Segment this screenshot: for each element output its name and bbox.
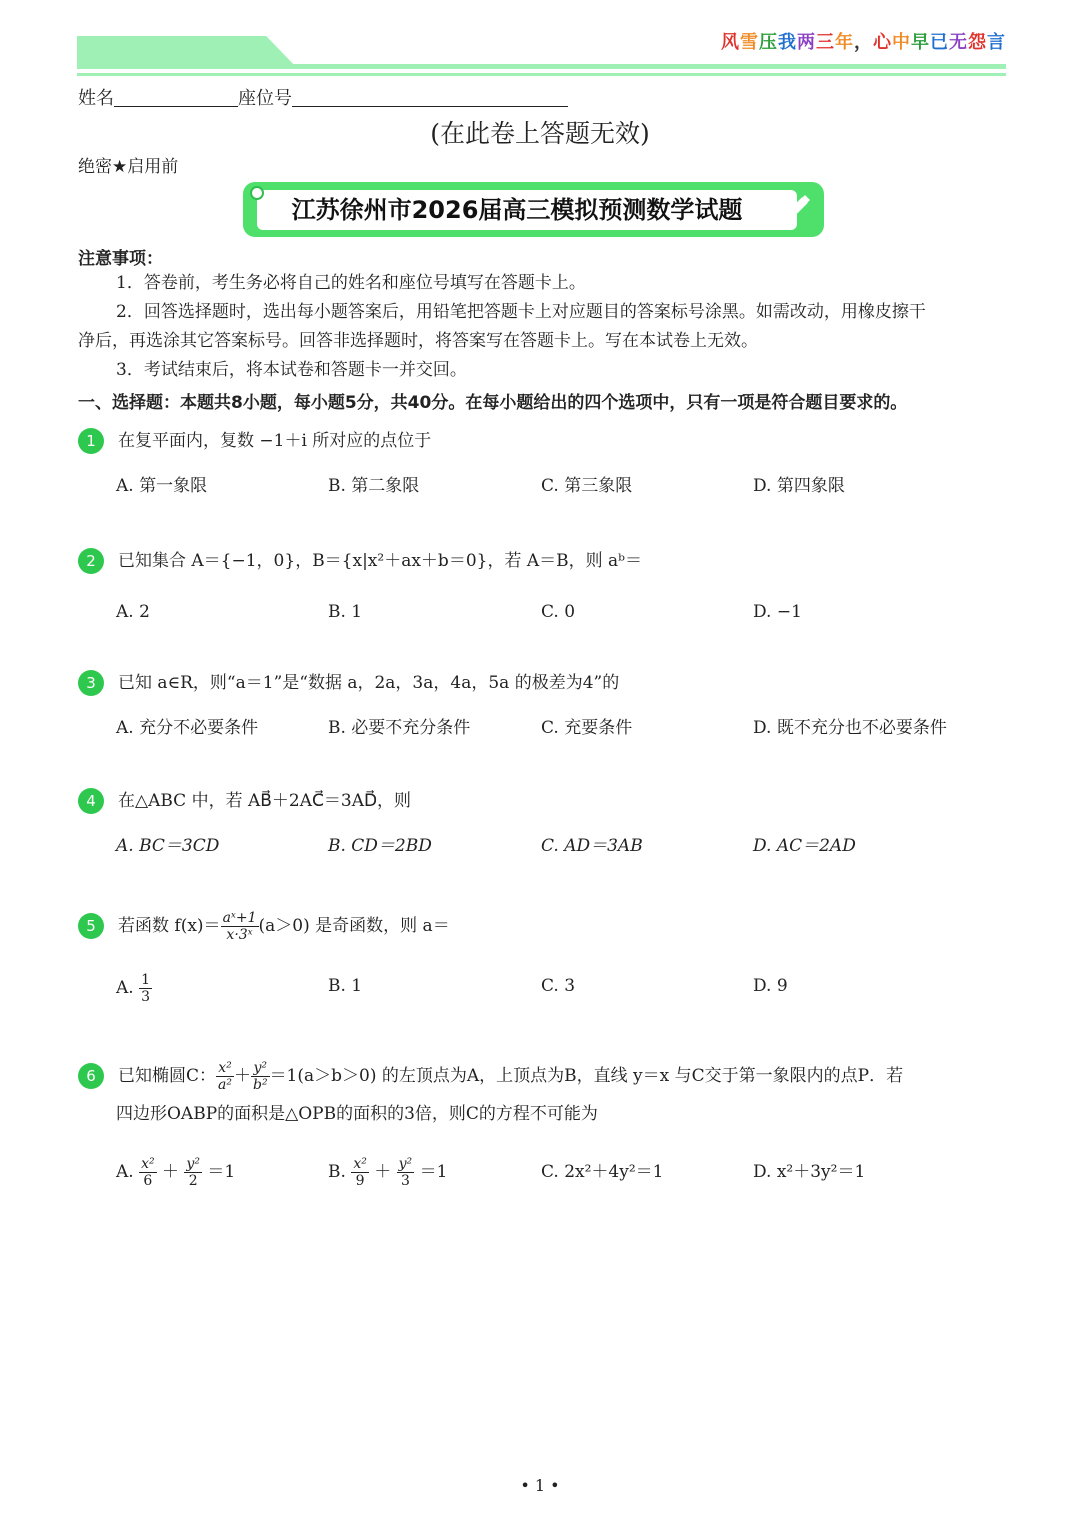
option-a: A. 第一象限 xyxy=(116,476,208,496)
option-d: D. 既不充分也不必要条件 xyxy=(753,718,947,738)
option-c: C. AD＝3AB xyxy=(541,836,643,856)
name-label: 姓名 xyxy=(78,88,114,109)
option-d: D. AC＝2AD xyxy=(753,836,856,856)
option-c: C. 2x²＋4y²＝1 xyxy=(541,1162,664,1182)
slogan-char: 两 xyxy=(797,32,816,53)
option-c: C. 充要条件 xyxy=(541,718,633,738)
plus-sign: ＋ xyxy=(162,1162,180,1182)
seat-blank xyxy=(292,86,568,107)
slogan-char: 压 xyxy=(759,32,778,53)
question-stem xyxy=(118,1054,903,1098)
fraction xyxy=(216,1060,234,1093)
seat-label: 座位号 xyxy=(238,88,292,109)
page-number: • 1 • xyxy=(520,1476,560,1495)
question-stem: 已知 a∈R，则“a＝1”是“数据 a，2a，3a，4a，5a 的极差为4”的 xyxy=(118,673,620,693)
question-number-badge: 6 xyxy=(78,1063,104,1089)
notes-heading: 注意事项： xyxy=(78,249,163,269)
option-a: A. 2 xyxy=(116,602,150,622)
slogan-char: 早 xyxy=(911,32,930,53)
question-number-badge: 2 xyxy=(78,548,104,574)
note-item: 2．回答选择题时，选出每小题答案后，用铅笔把答题卡上对应题目的答案标号涂黑。如需改动，用橡皮擦干 xyxy=(116,302,926,322)
option-c: C. 第三象限 xyxy=(541,476,633,496)
option-a: A. BC＝3CD xyxy=(116,836,220,856)
question-stem: 在△ABC 中，若 AB⃗＋2AC⃗＝3AD⃗，则 xyxy=(118,791,412,811)
stem-text: (a＞0) 是奇函数，则 a＝ xyxy=(258,916,450,936)
note-item: 1．答卷前，考生务必将自己的姓名和座位号填写在答题卡上。 xyxy=(116,273,586,293)
fraction xyxy=(139,1156,157,1189)
equation-rhs: ＝1 xyxy=(207,1162,236,1182)
stem-text: 已知椭圆C： xyxy=(118,1066,217,1086)
option-a: A. 充分不必要条件 xyxy=(116,718,259,738)
fraction xyxy=(184,1156,202,1189)
question-number-badge: 5 xyxy=(78,913,104,939)
fraction-numerator: x² xyxy=(216,1060,234,1077)
note-item: 3．考试结束后，将本试卷和答题卡一并交回。 xyxy=(116,360,467,380)
pencil-icon xyxy=(774,188,814,228)
header-line-thin xyxy=(77,73,1006,76)
option-b xyxy=(328,1150,447,1194)
fraction-numerator: y² xyxy=(251,1060,270,1077)
fraction-numerator: y² xyxy=(186,1156,200,1172)
stem-text: 若函数 f(x)＝ xyxy=(118,916,221,936)
slogan-char: 怨 xyxy=(968,32,987,53)
header-slogan xyxy=(721,28,1006,54)
option-c: C. 0 xyxy=(541,602,576,622)
question-number-badge: 3 xyxy=(78,670,104,696)
fraction-numerator: aˣ+1 xyxy=(222,910,257,926)
fraction-numerator: x² xyxy=(353,1156,367,1172)
fraction-numerator: 1 xyxy=(141,972,151,988)
option-a xyxy=(116,1150,235,1194)
option-label: A. xyxy=(116,978,134,998)
slogan-char: 三 xyxy=(816,32,835,53)
slogan-char: 心 xyxy=(873,32,892,53)
option-b: B. 1 xyxy=(328,602,363,622)
question-stem-line2: 四边形OABP的面积是△OPB的面积的3倍，则C的方程不可能为 xyxy=(116,1104,598,1124)
header-line xyxy=(77,64,1006,69)
question-number-badge: 4 xyxy=(78,788,104,814)
slogan-char: 无 xyxy=(949,32,968,53)
option-a xyxy=(116,966,152,1010)
slogan-char: 年 xyxy=(835,32,854,53)
invalid-note: (在此卷上答题无效) xyxy=(430,119,650,148)
option-d: D. −1 xyxy=(753,602,802,622)
fraction-numerator: x² xyxy=(141,1156,155,1172)
fraction-denominator: 9 xyxy=(355,1173,365,1189)
fraction xyxy=(221,910,259,943)
fraction-denominator: x·3ˣ xyxy=(226,927,253,943)
name-seat-row xyxy=(78,84,568,110)
fraction xyxy=(139,972,152,1005)
option-b: B. CD＝2BD xyxy=(328,836,432,856)
section-heading: 一、选择题：本题共8小题，每小题5分，共40分。在每小题给出的四个选项中，只有一项是符合题目要求的。 xyxy=(78,393,908,413)
option-d: D. x²＋3y²＝1 xyxy=(753,1162,866,1182)
fraction-denominator: 2 xyxy=(188,1173,198,1189)
slogan-char: ， xyxy=(854,32,873,53)
name-blank xyxy=(114,86,238,107)
slogan-char: 中 xyxy=(892,32,911,53)
note-item: 净后，再选涂其它答案标号。回答非选择题时，将答案写在答题卡上。写在本试卷上无效。 xyxy=(78,331,758,351)
option-b: B. 必要不充分条件 xyxy=(328,718,471,738)
option-b: B. 第二象限 xyxy=(328,476,420,496)
slogan-char: 雪 xyxy=(740,32,759,53)
fraction-denominator: b² xyxy=(252,1077,268,1093)
equation-rhs: ＝1 xyxy=(419,1162,448,1182)
question-stem: 已知集合 A＝{−1，0}，B＝{x|x²＋ax＋b＝0}，若 A＝B，则 aᵇ＝ xyxy=(118,551,642,571)
slogan-char: 我 xyxy=(778,32,797,53)
question-stem: 在复平面内，复数 −1＋i 所对应的点位于 xyxy=(118,431,432,451)
plus-sign: ＋ xyxy=(233,1066,251,1086)
slogan-char: 风 xyxy=(721,32,740,53)
fraction-denominator: 6 xyxy=(143,1173,153,1189)
slogan-char: 言 xyxy=(987,32,1006,53)
option-d: D. 9 xyxy=(753,976,788,996)
fraction-denominator: 3 xyxy=(400,1173,410,1189)
option-label: B. xyxy=(328,1162,346,1182)
fraction-numerator: y² xyxy=(398,1156,413,1172)
question-number-badge: 1 xyxy=(78,428,104,454)
fraction-denominator: 3 xyxy=(141,989,151,1005)
fraction xyxy=(351,1156,369,1189)
fraction xyxy=(251,1060,270,1093)
option-label: A. xyxy=(116,1162,134,1182)
stem-text: ＝1(a＞b＞0) 的左顶点为A，上顶点为B，直线 y＝x 与C交于第一象限内的点P．若 xyxy=(269,1066,904,1086)
option-c: C. 3 xyxy=(541,976,576,996)
question-stem xyxy=(118,904,450,948)
plus-sign: ＋ xyxy=(374,1162,392,1182)
fraction xyxy=(397,1156,415,1189)
option-d: D. 第四象限 xyxy=(753,476,845,496)
fraction-denominator: a² xyxy=(218,1077,232,1093)
exam-title: 江苏徐州市2026届高三模拟预测数学试题 xyxy=(291,196,743,224)
option-b: B. 1 xyxy=(328,976,363,996)
secret-label: 绝密★启用前 xyxy=(78,157,179,177)
slogan-char: 已 xyxy=(930,32,949,53)
